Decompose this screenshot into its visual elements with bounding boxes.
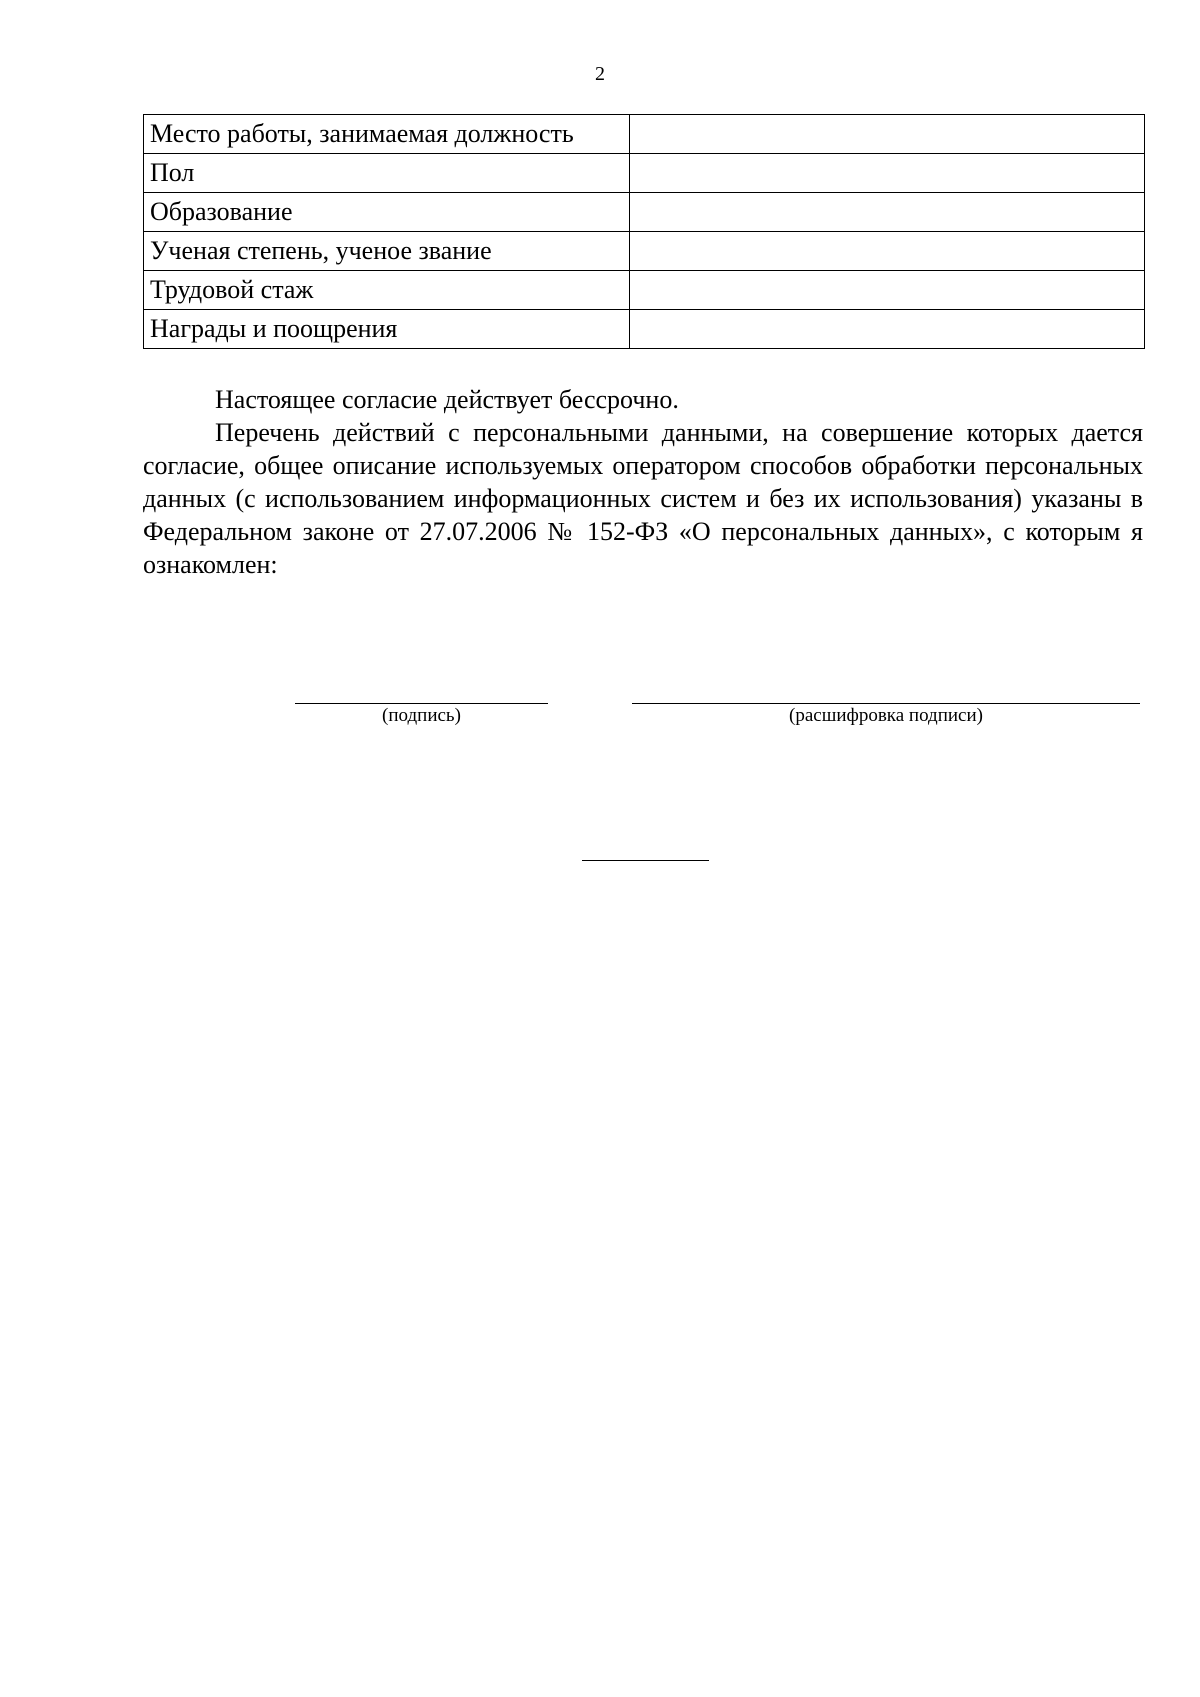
document-end-divider [582, 860, 709, 861]
row-value-academic-degree[interactable] [630, 232, 1145, 271]
table-row [144, 271, 1145, 310]
row-label-work-experience: Трудовой стаж [144, 271, 630, 310]
row-label-academic-degree: Ученая степень, ученое звание [144, 232, 630, 271]
table-row [144, 115, 1145, 154]
row-value-workplace[interactable] [630, 115, 1145, 154]
row-value-work-experience[interactable] [630, 271, 1145, 310]
page-number: 2 [595, 63, 605, 85]
consent-text [143, 383, 1143, 581]
table-row [144, 232, 1145, 271]
row-value-awards[interactable] [630, 310, 1145, 349]
consent-duration-paragraph: Настоящее согласие действует бессрочно. [215, 385, 679, 414]
table-row [144, 154, 1145, 193]
row-value-education[interactable] [630, 193, 1145, 232]
row-label-awards: Награды и поощрения [144, 310, 630, 349]
consent-actions-paragraph: Перечень действий с персональными данными, на совершение которых дается согласие, общее описание используемых оператором способов обработки персональных данных (с использованием информационных систем и без их использования) указаны в Федеральном законе от 27.07.2006 № 152-ФЗ «О персональных данных», с которым я ознакомлен: [143, 418, 1143, 579]
table-row [144, 310, 1145, 349]
signature-decoding-line[interactable] [632, 703, 1140, 704]
row-label-gender: Пол [144, 154, 630, 193]
row-label-workplace: Место работы, занимаемая должность [144, 115, 630, 154]
signature-decoding-caption: (расшифровка подписи) [789, 705, 983, 726]
signature-caption: (подпись) [382, 705, 461, 726]
personal-data-table [143, 114, 1145, 349]
row-value-gender[interactable] [630, 154, 1145, 193]
table-row [144, 193, 1145, 232]
row-label-education: Образование [144, 193, 630, 232]
signature-line[interactable] [295, 703, 548, 704]
